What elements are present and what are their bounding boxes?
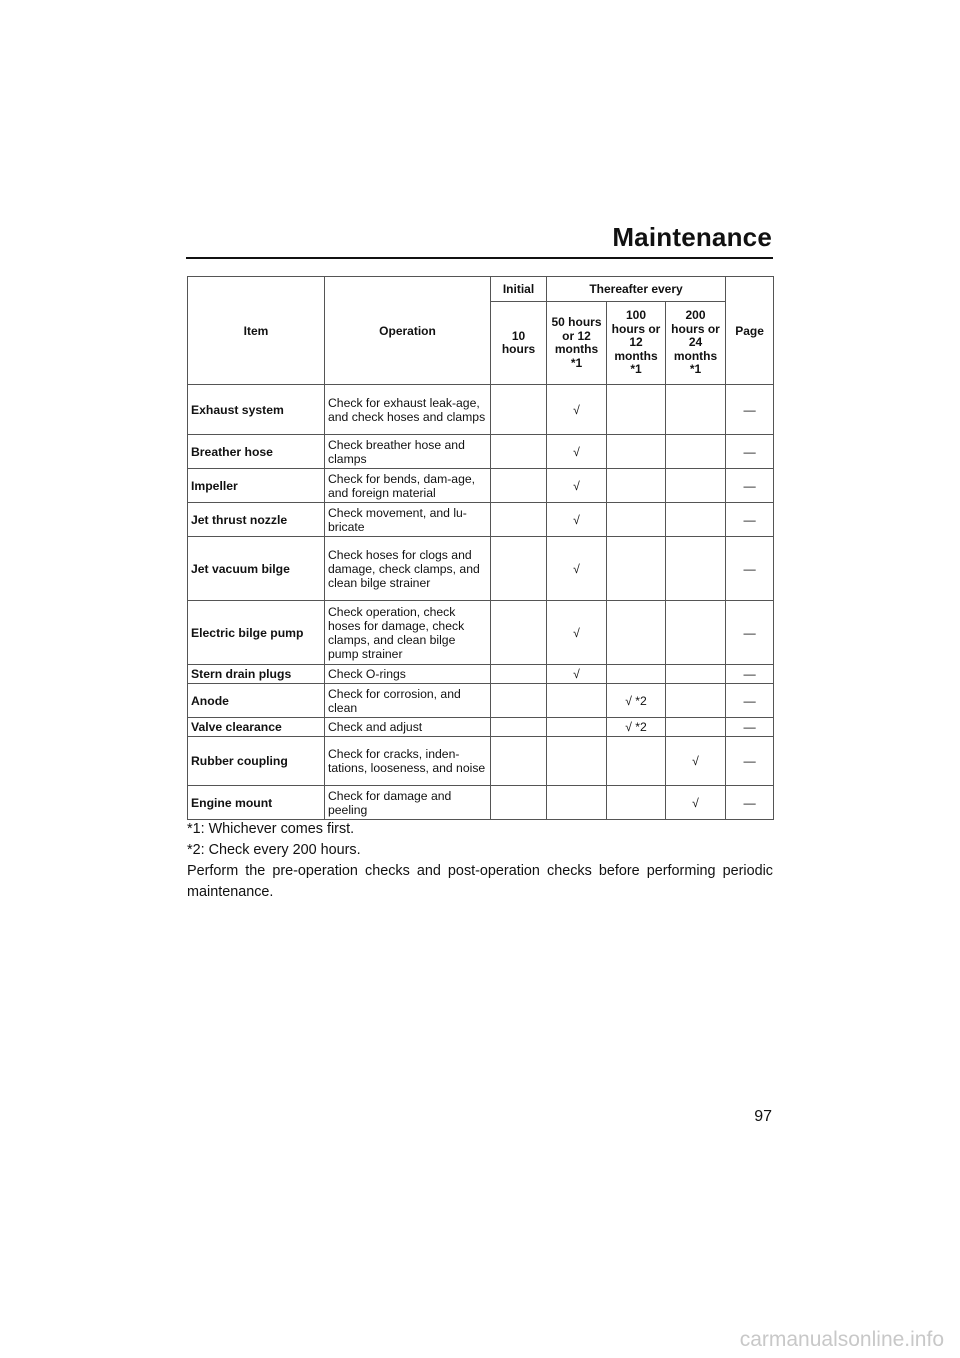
header-initial: Initial bbox=[491, 277, 547, 302]
footnote-1: *1: Whichever comes first. bbox=[187, 821, 355, 837]
cell-100h bbox=[607, 435, 666, 469]
header-thereafter: Thereafter every bbox=[547, 277, 726, 302]
cell-10h bbox=[491, 503, 547, 537]
row-operation: Check operation, check hoses for damage, check clamps, and clean bilge pump strainer bbox=[325, 601, 491, 665]
watermark: carmanualsonline.info bbox=[739, 1328, 944, 1351]
row-item: Exhaust system bbox=[188, 385, 325, 435]
table-row bbox=[188, 601, 774, 665]
row-operation: Check movement, and lu-bricate bbox=[325, 503, 491, 537]
row-operation: Check breather hose and clamps bbox=[325, 435, 491, 469]
cell-10h bbox=[491, 684, 547, 718]
header-item: Item bbox=[188, 277, 325, 385]
cell-200h: √ bbox=[666, 786, 726, 820]
row-item: Stern drain plugs bbox=[188, 665, 325, 684]
cell-50h: √ bbox=[547, 601, 607, 665]
cell-10h bbox=[491, 469, 547, 503]
table-row bbox=[188, 537, 774, 601]
row-operation: Check for exhaust leak-age, and check hoses and clamps bbox=[325, 385, 491, 435]
row-operation: Check and adjust bbox=[325, 718, 491, 737]
cell-200h bbox=[666, 601, 726, 665]
cell-100h bbox=[607, 737, 666, 786]
cell-200h bbox=[666, 385, 726, 435]
cell-page: — bbox=[726, 503, 774, 537]
table-row bbox=[188, 665, 774, 684]
cell-10h bbox=[491, 737, 547, 786]
cell-200h bbox=[666, 665, 726, 684]
table-row bbox=[188, 469, 774, 503]
header-200-hours: 200 hours or 24 months *1 bbox=[666, 302, 726, 385]
cell-200h bbox=[666, 537, 726, 601]
row-item: Breather hose bbox=[188, 435, 325, 469]
cell-page: — bbox=[726, 786, 774, 820]
footnote-paragraph: Perform the pre-operation checks and post-operation checks before performing periodic maintenance. bbox=[187, 863, 773, 900]
cell-50h bbox=[547, 718, 607, 737]
row-item: Engine mount bbox=[188, 786, 325, 820]
header-50-hours: 50 hours or 12 months *1 bbox=[547, 302, 607, 385]
cell-200h bbox=[666, 503, 726, 537]
cell-200h bbox=[666, 435, 726, 469]
row-item: Jet vacuum bilge bbox=[188, 537, 325, 601]
cell-50h: √ bbox=[547, 469, 607, 503]
cell-10h bbox=[491, 786, 547, 820]
page-title: Maintenance bbox=[612, 222, 772, 252]
cell-10h bbox=[491, 385, 547, 435]
table-row bbox=[188, 786, 774, 820]
cell-page: — bbox=[726, 684, 774, 718]
header-100-hours: 100 hours or 12 months *1 bbox=[607, 302, 666, 385]
table-row bbox=[188, 435, 774, 469]
table-row bbox=[188, 684, 774, 718]
header-operation: Operation bbox=[325, 277, 491, 385]
cell-page: — bbox=[726, 601, 774, 665]
cell-10h bbox=[491, 665, 547, 684]
cell-10h bbox=[491, 435, 547, 469]
cell-200h bbox=[666, 718, 726, 737]
cell-50h: √ bbox=[547, 503, 607, 537]
row-operation: Check for corrosion, and clean bbox=[325, 684, 491, 718]
cell-50h: √ bbox=[547, 665, 607, 684]
cell-50h bbox=[547, 737, 607, 786]
row-item: Valve clearance bbox=[188, 718, 325, 737]
cell-200h: √ bbox=[666, 737, 726, 786]
cell-100h bbox=[607, 665, 666, 684]
row-operation: Check for cracks, inden-tations, looseness, and noise bbox=[325, 737, 491, 786]
cell-page: — bbox=[726, 737, 774, 786]
cell-100h: √ *2 bbox=[607, 718, 666, 737]
row-item: Anode bbox=[188, 684, 325, 718]
cell-100h bbox=[607, 786, 666, 820]
cell-50h: √ bbox=[547, 385, 607, 435]
table-row bbox=[188, 737, 774, 786]
cell-50h: √ bbox=[547, 537, 607, 601]
cell-page: — bbox=[726, 385, 774, 435]
cell-100h bbox=[607, 503, 666, 537]
cell-50h bbox=[547, 684, 607, 718]
cell-page: — bbox=[726, 665, 774, 684]
row-operation: Check for damage and peeling bbox=[325, 786, 491, 820]
row-operation: Check O-rings bbox=[325, 665, 491, 684]
row-item: Electric bilge pump bbox=[188, 601, 325, 665]
maintenance-table bbox=[187, 276, 774, 820]
row-operation: Check hoses for clogs and damage, check clamps, and clean bilge strainer bbox=[325, 537, 491, 601]
cell-50h: √ bbox=[547, 435, 607, 469]
footnote-2: *2: Check every 200 hours. bbox=[187, 842, 361, 858]
cell-10h bbox=[491, 537, 547, 601]
cell-100h bbox=[607, 537, 666, 601]
row-item: Jet thrust nozzle bbox=[188, 503, 325, 537]
cell-100h bbox=[607, 385, 666, 435]
cell-10h bbox=[491, 718, 547, 737]
cell-page: — bbox=[726, 435, 774, 469]
row-operation: Check for bends, dam-age, and foreign material bbox=[325, 469, 491, 503]
cell-50h bbox=[547, 786, 607, 820]
table-row bbox=[188, 503, 774, 537]
title-divider bbox=[186, 257, 773, 259]
cell-200h bbox=[666, 684, 726, 718]
cell-page: — bbox=[726, 537, 774, 601]
row-item: Impeller bbox=[188, 469, 325, 503]
cell-200h bbox=[666, 469, 726, 503]
cell-page: — bbox=[726, 718, 774, 737]
row-item: Rubber coupling bbox=[188, 737, 325, 786]
header-10-hours: 10 hours bbox=[491, 302, 547, 385]
cell-10h bbox=[491, 601, 547, 665]
cell-100h: √ *2 bbox=[607, 684, 666, 718]
table-row bbox=[188, 718, 774, 737]
cell-100h bbox=[607, 601, 666, 665]
footnotes bbox=[187, 819, 773, 903]
page-number: 97 bbox=[754, 1108, 772, 1125]
header-page: Page bbox=[726, 277, 774, 385]
cell-100h bbox=[607, 469, 666, 503]
cell-page: — bbox=[726, 469, 774, 503]
table-row bbox=[188, 385, 774, 435]
